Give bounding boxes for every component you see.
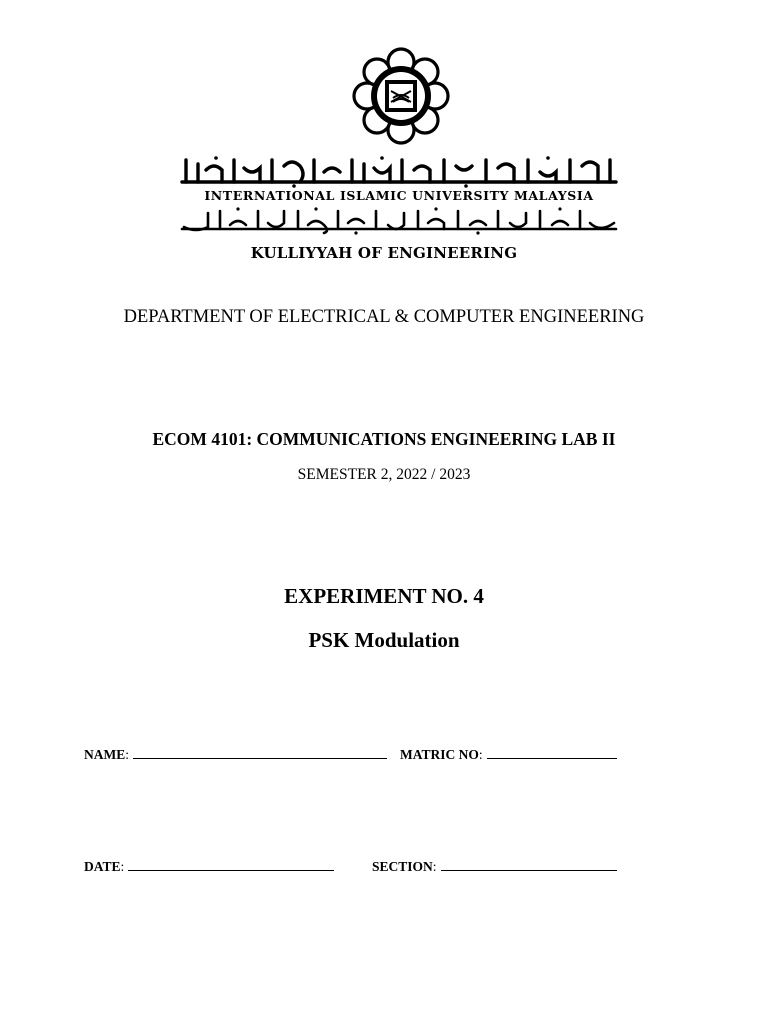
arabic-name-calligraphy (176, 154, 622, 188)
university-emblem-icon (347, 42, 455, 150)
section-separator: : (432, 859, 437, 874)
date-separator: : (120, 859, 125, 874)
matric-field (400, 745, 617, 764)
name-field (84, 745, 387, 764)
name-label: NAME (84, 747, 126, 762)
experiment-title: PSK Modulation (308, 628, 460, 652)
section-input-line[interactable] (441, 857, 617, 871)
section-field (372, 857, 617, 876)
matric-input-line[interactable] (487, 745, 617, 759)
name-input-line[interactable] (133, 745, 387, 759)
matric-separator: : (478, 747, 483, 762)
university-name-en: INTERNATIONAL ISLAMIC UNIVERSITY MALAYSIA (204, 188, 594, 203)
name-separator: : (125, 747, 130, 762)
experiment-number: EXPERIMENT NO. 4 (284, 584, 484, 608)
date-field (84, 857, 334, 876)
kulliyyah-name: KULLIYYAH OF ENGINEERING (250, 244, 518, 262)
date-input-line[interactable] (128, 857, 334, 871)
matric-label: MATRIC NO (400, 747, 479, 762)
semester-text: SEMESTER 2, 2022 / 2023 (297, 466, 471, 483)
section-label: SECTION (372, 859, 433, 874)
jawi-name-calligraphy (176, 205, 622, 235)
date-label: DATE (84, 859, 121, 874)
course-title: ECOM 4101: COMMUNICATIONS ENGINEERING LAB II (152, 429, 616, 449)
department-name: DEPARTMENT OF ELECTRICAL & COMPUTER ENGINEERING (123, 307, 645, 327)
